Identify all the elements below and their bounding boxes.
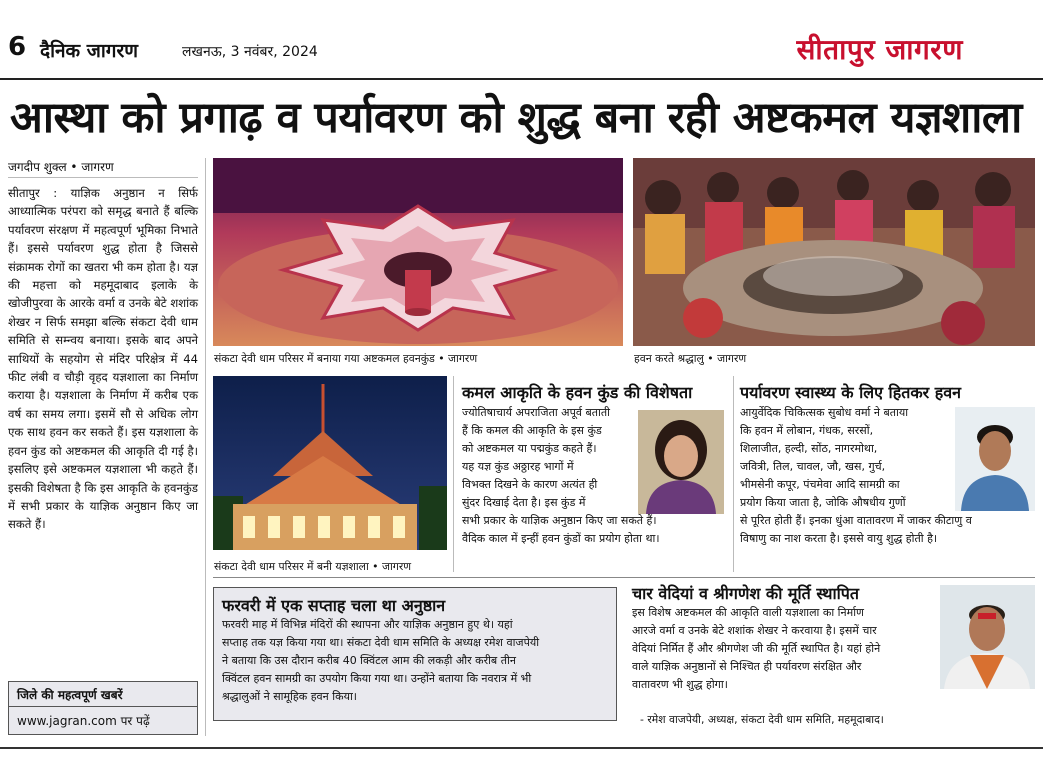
district-news-box[interactable] [8, 681, 198, 735]
devotees-photo [633, 158, 1035, 346]
health-line: विषाणु का नाश करता है। इससे वायु शुद्ध होती है। [740, 532, 938, 545]
kamal-line: सभी प्रकार के याज्ञिक अनुष्ठान किए जा सकते हैं। [462, 514, 657, 527]
byline: जगदीप शुक्ल • जागरण [8, 160, 114, 174]
jagran-link[interactable]: www.jagran.com पर पढ़ें [17, 714, 150, 728]
kamal-heading: कमल आकृति के हवन कुंड की विशेषता [462, 383, 693, 402]
kamal-line: ज्योतिषाचार्य अपराजिता अपूर्व बताती [462, 406, 610, 419]
kamal-line: यह यज्ञ कुंड अठ्ठारह भागों में [462, 460, 574, 473]
health-divider [733, 376, 734, 572]
vedi-story-text [632, 604, 880, 694]
vedi-line: आरजे वर्मा व उनके बेटे शशांक शेखर ने करवाया है। इसमें चार [632, 624, 877, 637]
subodh-portrait [955, 407, 1035, 511]
health-story-text [740, 404, 972, 548]
yagyashala-caption: संकटा देवी धाम परिसर में बनी यज्ञशाला • जागरण [214, 560, 412, 573]
yagyashala-illustration [213, 376, 447, 550]
column-divider [205, 158, 206, 736]
vedi-heading: चार वेदियां व श्रीगणेश की मूर्ति स्थापित [632, 584, 859, 603]
ramesh-portrait-illustration [940, 585, 1035, 689]
lower-section-rule [213, 577, 1035, 578]
february-story-text [222, 616, 539, 706]
city-edition-title: सीतापुर जागरण [796, 33, 963, 66]
health-line: प्रयोग किया जाता है, जोकि औषधीय गुणों [740, 496, 906, 509]
man-portrait-illustration [955, 407, 1035, 511]
february-heading: फरवरी में एक सप्ताह चला था अनुष्ठान [222, 596, 446, 615]
kamal-line: सुंदर दिखाई देता है। इस कुंड में [462, 496, 586, 509]
health-heading: पर्यावरण स्वास्थ्य के लिए हितकर हवन [740, 383, 961, 402]
page-bottom-rule [0, 747, 1043, 749]
kamal-line: वैदिक काल में इन्हीं हवन कुंडों का प्रयोग होता था। [462, 532, 660, 545]
aparajita-portrait [638, 410, 724, 514]
havankund-illustration [213, 158, 623, 346]
vedi-signature: - रमेश वाजपेयी, अध्यक्ष, संकटा देवी धाम समिति, महमूदाबाद। [640, 713, 884, 726]
woman-portrait-illustration [638, 410, 724, 514]
main-story-text: सीतापुर : याज्ञिक अनुष्ठान न सिर्फ आध्यात्मिक परंपरा को समृद्ध बनाते हैं बल्कि पर्यावरण संरक्षण में महत्वपूर्ण भूमिका निभाते हैं। इससे पर्यावरण शुद्ध होता है जिससे संक्रामक रोगों का खतरा भी कम होता है। यज्ञ की महत्ता को महमूदाबाद इलाके के खोजीपुरवा के आरके वर्मा व उनके बेटे शशांक शेखर न सिर्फ समझा बल्कि संकटा देवी धाम समिति से सम्न्वय बनाया। इसके बाद अपने साथियों के सहयोग से मंदिर परिक्षेत्र में 44 फीट लंबी व चौड़ी वृहद यज्ञशाला का निर्माण कराया है। यज्ञशाला के निर्माण में करीब एक वर्ष का समय लगा। इसमें सौ से अधिक लोग एक साथ हवन कर सकते हैं। इस यज्ञशाला के हवन कुंड को अष्टकमल की आकृति दी गई है। इसलिए इसे अष्टकमल यज्ञशाला भी कहते हैं। इसकी विशेषता है कि इस आकृति के हवनकुंड में सभी प्रकार के याज्ञिक अनुष्ठान किए जा सकते हैं। [8, 186, 198, 532]
vedi-line: वाले याज्ञिक अनुष्ठानों से निश्चित ही पर्यावरण संरक्षित और [632, 660, 862, 673]
havankund-photo [213, 158, 623, 346]
february-line: श्रद्धालुओं ने सामूहिक हवन किया। [222, 690, 357, 703]
kamal-story-text [462, 404, 660, 548]
byline-rule [8, 177, 198, 178]
health-line: शिलाजीत, हल्दी, सोंठ, नागरमोथा, [740, 442, 878, 455]
kamal-divider [453, 376, 454, 572]
kamal-line: विभक्त दिखने के कारण अत्यंत ही [462, 478, 598, 491]
kamal-line: को अष्टकमल या पद्मकुंड कहते हैं। [462, 442, 597, 455]
health-line: कि हवन में लोबान, गंधक, सरसों, [740, 424, 874, 437]
district-box-line1: जिले की महत्वपूर्ण खबरें [17, 688, 123, 702]
february-line: ने बताया कि उस दौरान करीब 40 क्विंटल आम की लकड़ी और करीब तीन [222, 654, 516, 667]
vedi-line: वातावरण भी शुद्ध होगा। [632, 678, 728, 691]
district-box-rule [9, 706, 197, 707]
february-line: सप्ताह तक यज्ञ किया गया था। संकटा देवी धाम समिति के अध्यक्ष रमेश वाजपेयी [222, 636, 540, 649]
kamal-line: हैं कि कमल की आकृति के इस कुंड [462, 424, 602, 437]
vedi-line: इस विशेष अष्टकमल की आकृति वाली यज्ञशाला का निर्माण [632, 606, 864, 619]
devotees-caption: हवन करते श्रद्धालु • जागरण [634, 352, 747, 365]
vedi-line: वेदियां निर्मित हैं और श्रीगणेश जी की मूर्ति स्थापित है। यहां होने [632, 642, 881, 655]
havankund-caption: संकटा देवी धाम परिसर में बनाया गया अष्टकमल हवनकुंड • जागरण [214, 352, 478, 365]
health-line: आयुर्वेदिक चिकित्सक सुबोध वर्मा ने बताया [740, 406, 909, 419]
devotees-illustration [633, 158, 1035, 346]
dateline: लखनऊ, 3 नवंबर, 2024 [182, 44, 318, 60]
health-line: भीमसेनी कपूर, पंचमेवा आदि सामग्री का [740, 478, 900, 491]
page-number: 6 [8, 32, 27, 62]
february-line: क्विंटल हवन सामग्री का उपयोग किया गया था। उन्होंने बताया कि नवरात्र में भी [222, 672, 532, 685]
february-story-box [213, 587, 617, 721]
health-line: जवित्री, तिल, चावल, जौ, खस, गुर्च, [740, 460, 886, 473]
yagyashala-photo [213, 376, 447, 550]
main-headline: आस्था को प्रगाढ़ व पर्यावरण को शुद्ध बना रही अष्टकमल यज्ञशाला [10, 93, 1022, 143]
ramesh-portrait [940, 585, 1035, 689]
newspaper-name: दैनिक जागरण [40, 40, 138, 62]
health-line: से पूरित होती हैं। इनका धुंआ वातावरण में जाकर कीटाणु व [740, 514, 972, 527]
masthead-rule [0, 78, 1043, 80]
february-line: फरवरी माह में विभिन्न मंदिरों की स्थापना और याज्ञिक अनुष्ठान हुए थे। यहां [222, 618, 513, 631]
